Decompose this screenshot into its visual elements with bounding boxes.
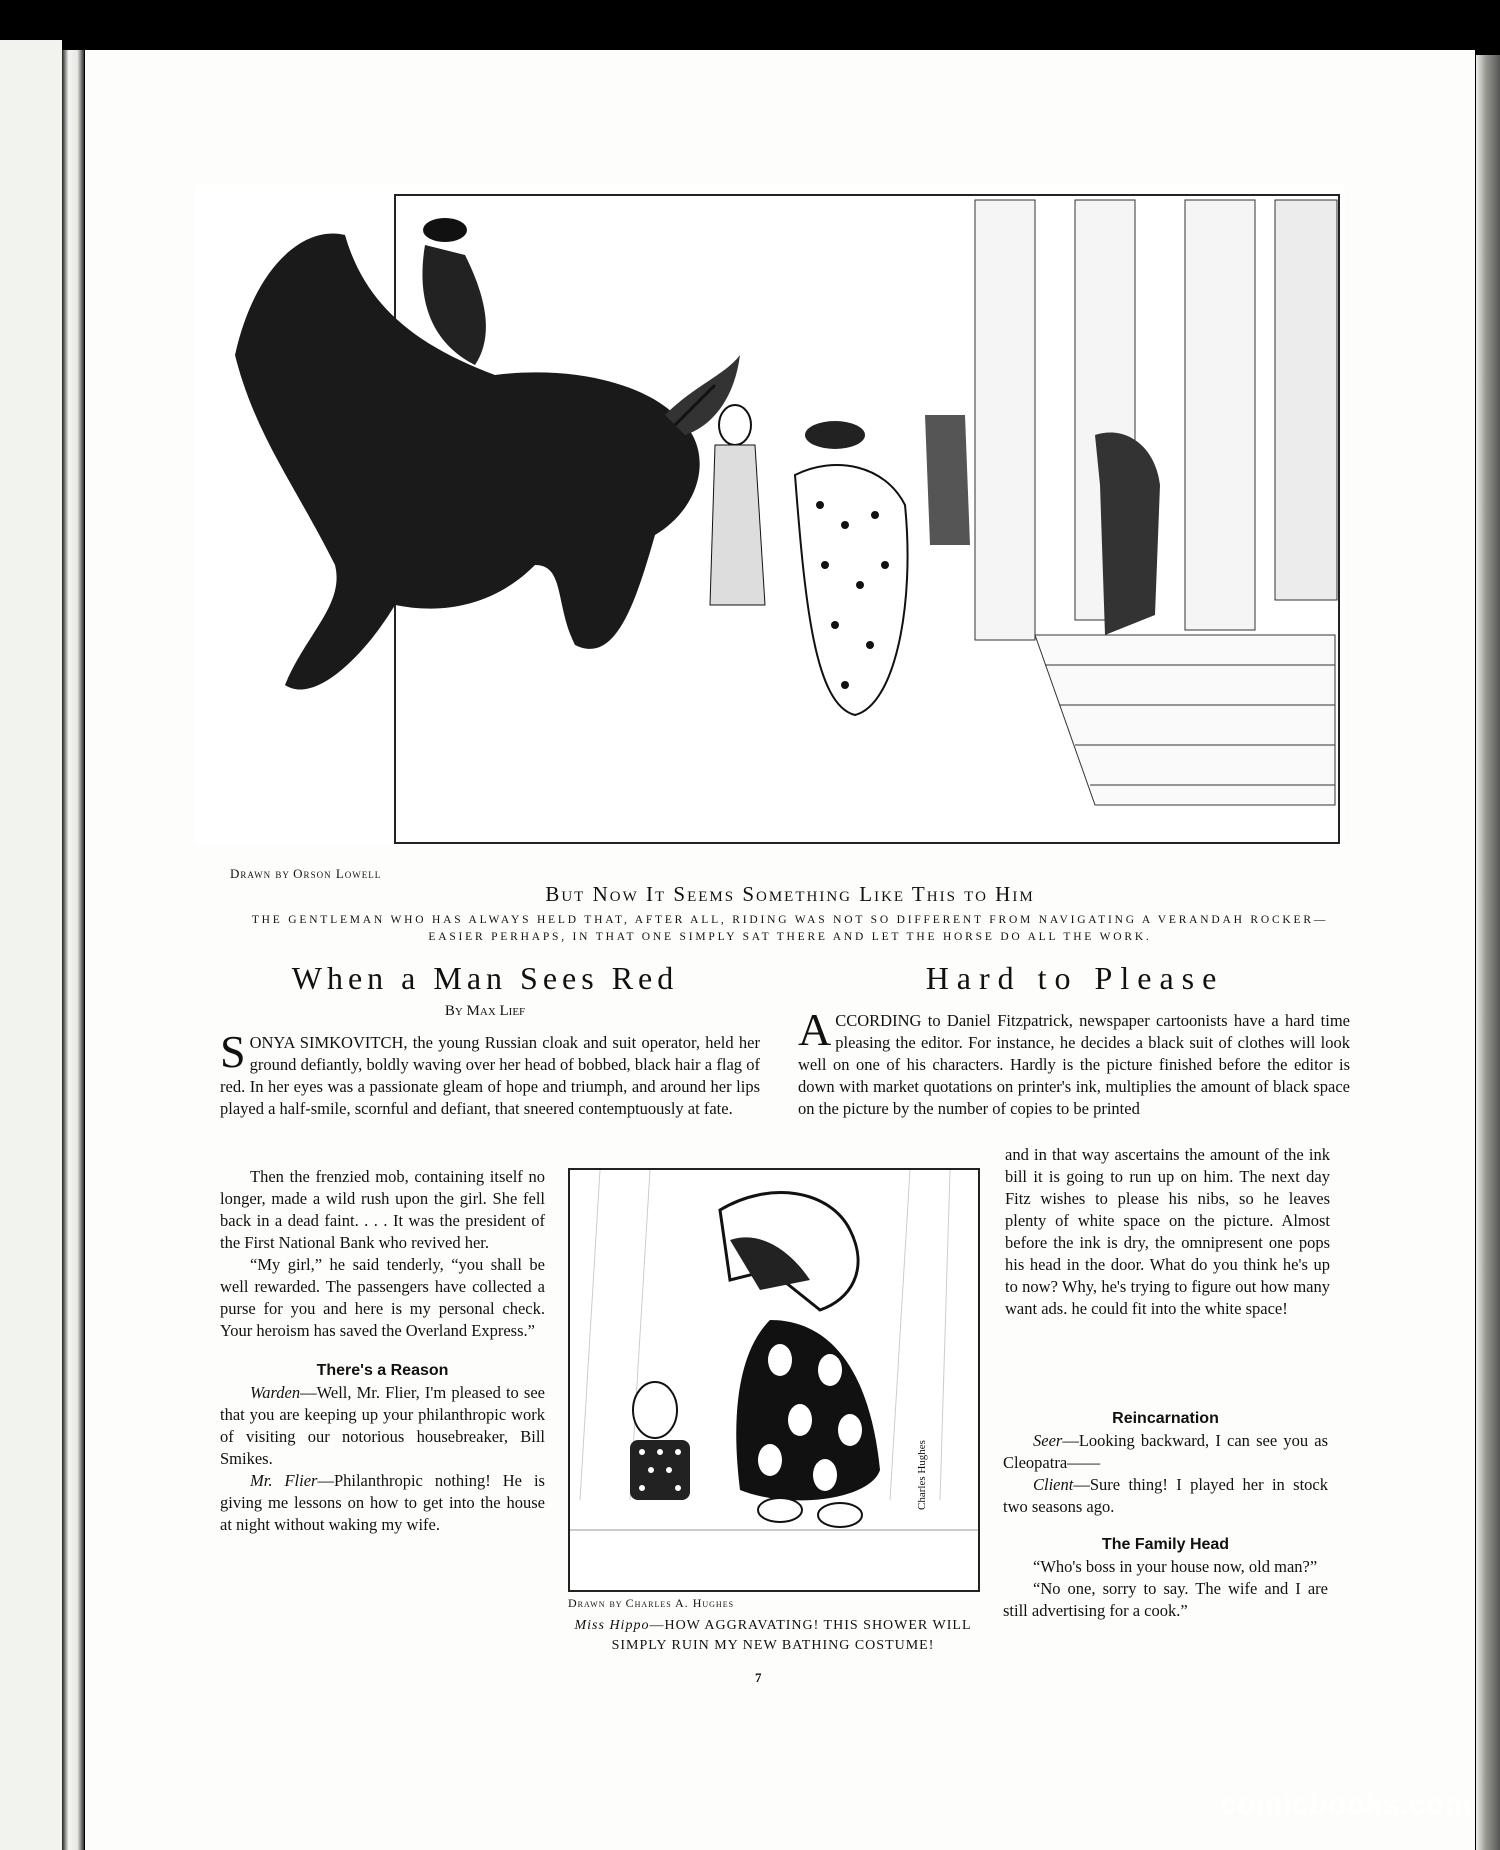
right-jokes-column [1003, 1408, 1328, 1622]
reason-subhead: There's a Reason [316, 1362, 449, 1379]
top-illustration-credit [230, 866, 381, 882]
reincarnation-line-1-text: —Looking backward, I can see you as Cleopatra—— [1003, 1431, 1328, 1472]
miss-hippo-drawing [570, 1170, 978, 1590]
reason-line-2-text: —Philanthropic nothing! He is giving me lessons on how to get into the house at night without waking my wife. [220, 1471, 545, 1534]
center-cartoon-credit [568, 1596, 734, 1611]
center-cartoon-caption [568, 1616, 978, 1656]
right-article-continued [1005, 1144, 1330, 1320]
byline-author: Max Lief [466, 1003, 526, 1019]
horse-rider-drawing [195, 185, 1345, 845]
top-caption-body [225, 912, 1355, 946]
left-article-para-3: “My girl,” he said tenderly, “you shall be well rewarded. The passengers have collected a purse for you and here is my personal check. Your heroism has saved the Overland Express.” [220, 1255, 545, 1340]
reincarnation-line-1 [1003, 1430, 1328, 1474]
right-para-rest: and in that way ascertains the amount of the ink bill it is going to run up on him. The next day Fitz wishes to please his nibs, so he leaves plenty of white space on the picture. Almost before the ink is dry, the omnipresent one pops his head in the door. What do you think he's up to now? Why, he's trying to figure out how many want ads. he could fit into the white space! [1005, 1145, 1330, 1318]
left-article-title: When a Man Sees Red [291, 960, 679, 996]
page-edge-right [1476, 55, 1500, 1850]
byline-prefix: By [444, 1003, 463, 1019]
credit-prefix: Drawn by [230, 866, 290, 881]
page-number: 7 [755, 1670, 762, 1685]
reincarnation-subhead: Reincarnation [1112, 1410, 1219, 1427]
reincarnation-speaker-2: Client [1033, 1475, 1074, 1494]
right-article-para-top [798, 1004, 1350, 1120]
cartoon-signature: Charles Hughes [916, 1440, 928, 1510]
left-article-para-1 [220, 1026, 760, 1120]
family-line-2: “No one, sorry to say. The wife and I are still advertising for a cook.” [1003, 1579, 1328, 1620]
reason-speaker-1: Warden [250, 1383, 301, 1402]
reason-speaker-2: Mr. Flier [250, 1471, 318, 1490]
family-line-1: “Who's boss in your house now, old man?” [1033, 1557, 1318, 1576]
left-dropcap: S [220, 1026, 246, 1077]
right-article-title: Hard to Please [925, 960, 1225, 996]
left-article-continued [220, 1166, 545, 1536]
top-caption-line-2: EASIER PERHAPS, IN THAT ONE SIMPLY SAT THERE AND LET THE HORSE DO ALL THE WORK. [428, 931, 1152, 943]
family-head-subhead: The Family Head [1101, 1536, 1230, 1553]
reason-line-1 [220, 1382, 545, 1470]
center-credit-prefix: Drawn by [568, 1596, 623, 1610]
cartoon-caption-text: —HOW AGGRAVATING! THIS SHOWER WILL SIMPLY RUIN MY NEW BATHING COSTUME! [611, 1618, 972, 1653]
reason-line-2 [220, 1470, 545, 1536]
horse-rider-illustration [195, 185, 1345, 845]
left-article-byline [225, 1003, 745, 1020]
site-watermark: comicbooks.com [1219, 1788, 1472, 1821]
center-credit-artist: Charles A. Hughes [625, 1596, 735, 1610]
reincarnation-line-2-text: —Sure thing! I played her in stock two seasons ago. [1003, 1475, 1328, 1516]
book-spine [62, 50, 84, 1850]
right-dropcap: A [798, 1004, 832, 1055]
reincarnation-line-2 [1003, 1474, 1328, 1518]
top-caption-line-1: THE GENTLEMAN WHO HAS ALWAYS HELD THAT, AFTER ALL, RIDING WAS NOT SO DIFFERENT FROM NAVIGATING A VERANDAH ROCKER— [251, 914, 1329, 926]
left-page-edge [0, 40, 62, 1850]
miss-hippo-cartoon [568, 1168, 980, 1592]
reincarnation-speaker-1: Seer [1033, 1431, 1063, 1450]
top-caption-title: But Now It Seems Something Like This to Him [545, 882, 1035, 906]
right-para-top-text: CCORDING to Daniel Fitzpatrick, newspaper cartoonists have a hard time pleasing the editor. For instance, he decides a black suit of clothes will look well on one of his characters. Hardly is the picture finished before the editor is down with market quotations on printer's ink, multiplies the amount of black space on the picture by the number of copies to be printed [798, 1011, 1350, 1118]
left-para-1-text: ONYA SIMKOVITCH, the young Russian cloak and suit operator, held her ground defiantly, boldly waving over her head of bobbed, black hair a flag of red. In her eyes was a passionate gleam of hope and triumph, and around her lips played a half-smile, scornful and defiant, that sneered contemptuously at fate. [220, 1033, 760, 1118]
credit-artist: Orson Lowell [293, 866, 382, 881]
left-article-para-2: Then the frenzied mob, containing itself no longer, made a wild rush upon the girl. She fell back in a dead faint. . . . It was the president of the First National Bank who revived her. [220, 1167, 545, 1252]
cartoon-speaker: Miss Hippo [574, 1618, 650, 1633]
reason-line-1-text: —Well, Mr. Flier, I'm pleased to see that you are keeping up your philanthropic work of visiting our notorious housebreaker, Bill Smikes. [220, 1383, 545, 1468]
